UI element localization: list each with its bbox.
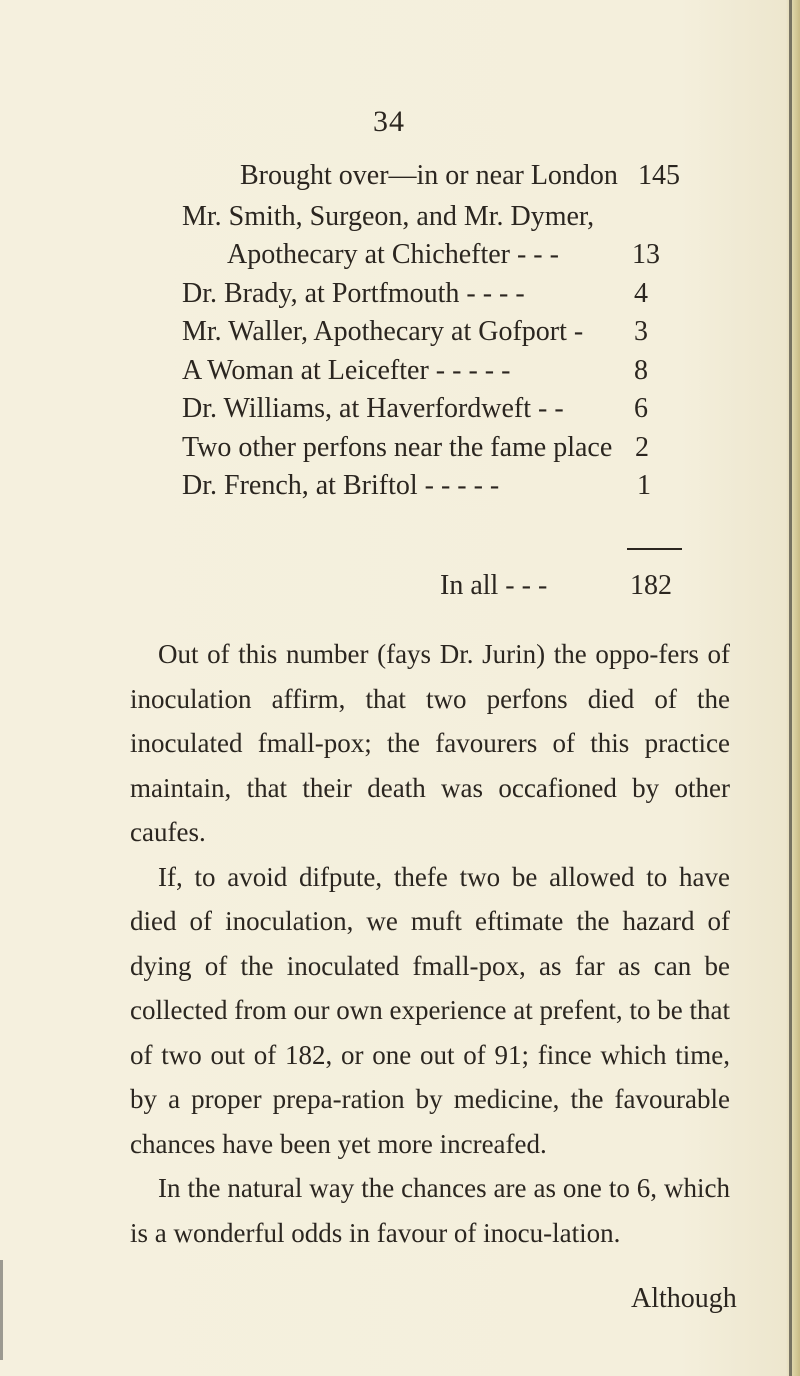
entry-value: 8	[634, 355, 648, 386]
paragraph: If, to avoid difpute, thefe two be allowed to have died of inoculation, we muft eftimate the hazard of dying of the inoculated fmall-pox, as far as can be collected from our own experience at prefent, to be that of two out of 182, or one out of 91; fince which time, by a proper prepa-ration by medicine, the favourable chances have been yet more increafed.	[130, 861, 730, 1159]
tally-entry	[182, 470, 651, 502]
binding-shadow	[789, 0, 792, 1376]
tally-entry	[227, 239, 660, 271]
entry-value: 3	[634, 316, 648, 347]
entry-label: Dr. Brady, at Portfmouth - - - -	[182, 278, 525, 309]
entry-value: 1	[637, 470, 651, 501]
sum-rule	[627, 548, 682, 550]
entry-label: Apothecary at Chichefter - - -	[227, 239, 559, 270]
tally-entry	[182, 355, 648, 387]
entry-label: Dr. Williams, at Haverfordweft - -	[182, 393, 564, 424]
entry-label: Mr. Waller, Apothecary at Gofport -	[182, 316, 584, 347]
page-number: 34	[373, 105, 405, 138]
tally-entry	[182, 393, 648, 425]
catchword: Although	[631, 1283, 737, 1314]
tally-entry	[182, 201, 594, 233]
carried-over-heading	[240, 160, 680, 192]
heading-text: Brought over—in or near London	[240, 160, 618, 191]
entry-label: Dr. French, at Briftol - - - - -	[182, 470, 500, 501]
tally-entry	[182, 278, 648, 310]
heading-total: 145	[638, 160, 680, 191]
body-text	[130, 632, 730, 1255]
entry-value: 4	[634, 278, 648, 309]
entry-label: A Woman at Leicefter - - - - -	[182, 355, 511, 386]
entry-value: 2	[635, 432, 649, 463]
total-value: 182	[630, 570, 672, 601]
page-edge-left	[0, 1260, 3, 1360]
tally-entry	[182, 316, 648, 348]
paragraph: In the natural way the chances are as one to 6, which is a wonderful odds in favour of inocu-lation.	[130, 1173, 730, 1248]
tally-entry	[182, 432, 649, 464]
total-label: In all - - -	[440, 570, 548, 601]
entry-label: Two other perfons near the fame place	[182, 432, 613, 463]
entry-value: 13	[632, 239, 660, 270]
entry-value: 6	[634, 393, 648, 424]
paragraph: Out of this number (fays Dr. Jurin) the oppo-fers of inoculation affirm, that two perfons died of the inoculated fmall-pox; the favourers of this practice maintain, that their death was occafioned by other caufes.	[130, 639, 730, 847]
entry-label: Mr. Smith, Surgeon, and Mr. Dymer,	[182, 201, 595, 232]
